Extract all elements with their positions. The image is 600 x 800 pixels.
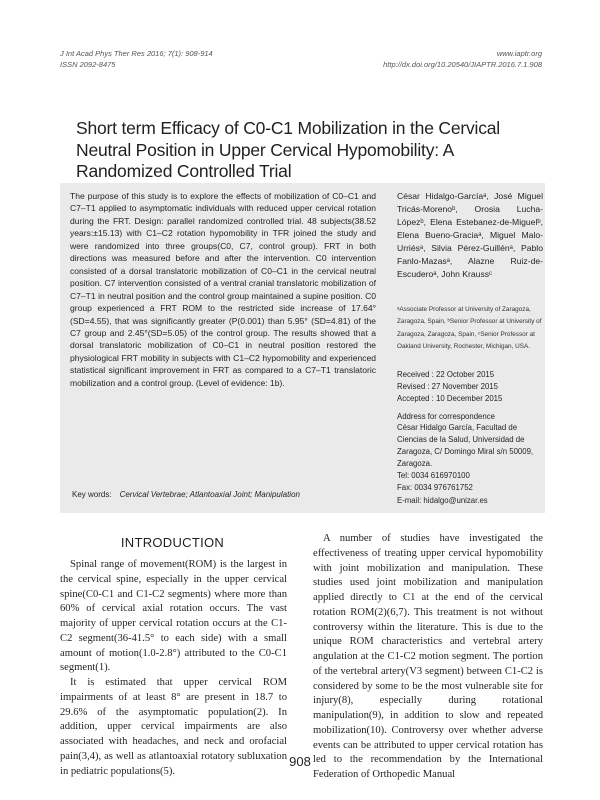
- paper-title: Short term Efficacy of C0-C1 Mobilization in the Cervical Neutral Position in Upper Cervical Hypomobility: A Randomized Controlled Trial: [76, 118, 500, 181]
- doi-link[interactable]: http://dx.doi.org/10.20540/JIAPTR.2016.7.1.908: [383, 60, 542, 69]
- correspondence-address: [397, 422, 543, 507]
- article-dates: [397, 369, 543, 404]
- received-date: Received : 22 October 2015: [397, 370, 495, 379]
- section-heading-introduction: INTRODUCTION: [120, 535, 225, 550]
- correspondence-line: Ciencias de la Salud, Universidad de: [397, 435, 525, 445]
- body-paragraph: It is estimated that upper cervical ROM impairments of at least 8° are present in 18.7 to 29.6% of the asymptomatic population(2). In addition, upper cervical impairments are also associated with headaches, and neck and orofacial pain(3,4), as well as atlantoaxial rotatory subluxation in pediatric populations(5).: [60, 677, 287, 777]
- correspondence-name: César Hidalgo García, Facultad de: [397, 423, 518, 432]
- correspondence-tel: Tel: 0034 616970100: [397, 471, 470, 481]
- correspondence-line: Zaragoza, C/ Domingo Miral s/n 50009,: [397, 447, 534, 457]
- correspondence-line: Zaragoza.: [397, 459, 433, 469]
- keywords: [72, 490, 382, 499]
- correspondence-email[interactable]: E-mail: hidalgo@unizar.es: [397, 495, 488, 505]
- correspondence-fax: Fax: 0034 976761752: [397, 483, 473, 493]
- accepted-date: Accepted : 10 December 2015: [397, 393, 503, 403]
- abstract-text: The purpose of this study is to explore the effects of mobilization of C0–C1 and C7–T1 applied to asymptomatic individuals with reduced upper cervical rotation during the FRT. Design: parallel randomized controlled trial. 48 subjects(38.52 years:±15.13) with C1–C2 rotation hypomobility in TFR joined the study and were randomized into three groups(C0, C7, control group). FRT in both directions was measured before and after the intervention. C0 intervention consisted of a dorsal translatoric mobilization of C0–C1 in the cervical neutral position. C7 intervention consisted of a ventral cranial translatoric mobilization of C7–T1 in neutral position and the control group maintained a supine position. C0 group experienced a FRT ROM to the restricted side increase of 17.64°(SD=4.55), that was significantly greater (P(0.001) than 5.95° (SD=4.81) of the C7 group and 2.45°(SD=5.05) of the control group. The results showed that a dorsal translatoric mobilization of C0–C1 in neutral position restored the physiological FRT mobility in subjects with C1–C2 hypomobility and experienced statistical significant improvement in FRT as compared to a C7–T1 translatoric mobilization and a control group. (Level of evidence: 1b).: [70, 191, 376, 388]
- website-link[interactable]: www.iaptr.org: [496, 49, 542, 58]
- keywords-label: Key words:: [72, 490, 112, 499]
- journal-links: [383, 48, 542, 70]
- body-paragraph: Spinal range of movement(ROM) is the largest in the cervical spine, especially in the upper cervical spine(C0-C1 and C1-C2 segments) where more than 60% of cervical axial rotation occurs. The vast majority of upper cervical rotation occurs at the C1-C2 segment(36-41.5° to each side) with a small amount of motion(1.0-2.8°) attributed to the C0-C1 segment(1).: [60, 559, 287, 674]
- journal-header: [60, 48, 213, 70]
- affiliations: ᵃAssociate Professor at University of Zaragoza, Zaragoza, Spain, ᵇSenior Professor at University of Zaragoza, Zaragoza, Spain, ᶜSenior Professor at Oakland University, Rochester, Michigan, USA.: [397, 306, 542, 350]
- revised-date: Revised : 27 November 2015: [397, 381, 498, 391]
- issn: ISSN 2092-8475: [60, 60, 116, 69]
- keywords-values: Cervical Vertebrae; Atlantoaxial Joint; Manipulation: [119, 490, 300, 499]
- journal-citation: J Int Acad Phys Ther Res 2016; 7(1): 908-914: [60, 49, 213, 58]
- body-column-left: [60, 558, 287, 779]
- page-number: 908: [289, 754, 311, 769]
- body-paragraph: A number of studies have investigated the effectiveness of treating upper cervical hypomobility with joint mobilization and manipulation. These studies used joint mobilization and manipulation applied directly to C1 at the end of the cervical rotation ROM(2)(6,7). This treatment is not without controversy within the literature. This is due to the unique ROM characteristics and vertebral artery angulation at the C1-C2 motion segment. The portion of the vertebral artery(V3 segment) between C1-C2 is considered by some to be the most vulnerable site for injury(8), especially during rotational manipulation(9), in addition to slow and repeated mobilization(10). Controversy over whether adverse events can be attributed to upper cervical rotation has led to the recommendation by the International Federation of Orthopedic Manual: [313, 533, 543, 780]
- body-column-right: [313, 532, 543, 783]
- correspondence-heading: Address for correspondence: [397, 412, 495, 421]
- author-list: César Hidalgo-Garcíaᵃ, José Miguel Tricás-Morenoᵇ, Orosia Lucha-Lópezᵇ, Elena Estebanez-de-Miguelᵇ, Elena Bueno-Graciaᵃ, Miguel Malo-Urriésᵃ, Silvia Pérez-Guillénᵃ, Pablo Fanlo-Mazasᵃ, Alazne Ruiz-de-Escuderoᵃ, John Kraussᶜ: [397, 191, 543, 279]
